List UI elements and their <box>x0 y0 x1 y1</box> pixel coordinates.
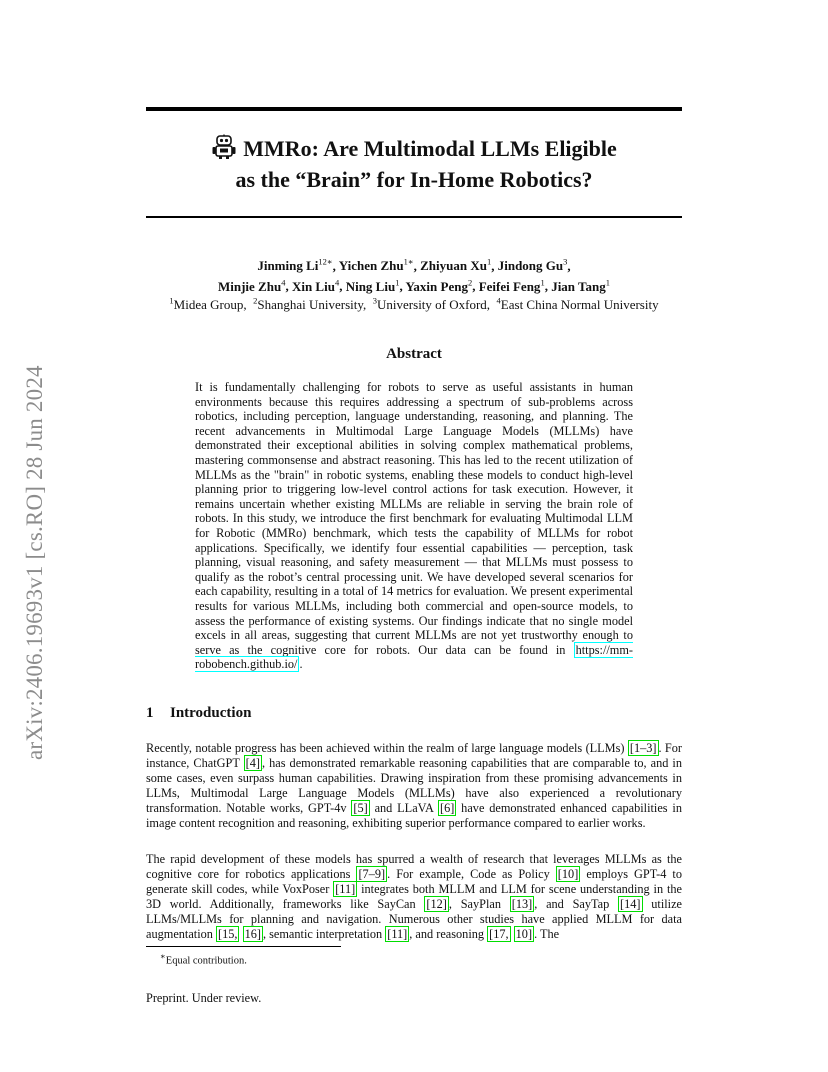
paragraph-text: . For instance, ChatGPT <box>146 741 683 770</box>
footnote-rule <box>146 946 341 947</box>
paragraph-text: have demonstrated enhanced capabilities in image content recognition and reasoning, exhibiting superior performance compared to earlier works. <box>146 801 682 830</box>
paragraph-text: , and reasoning <box>409 927 488 941</box>
citation-link[interactable]: [17, <box>489 927 509 941</box>
citation-link[interactable]: [11] <box>335 882 356 896</box>
title-rule-top <box>146 107 682 111</box>
paragraph-text: . The <box>534 927 560 941</box>
affiliation: $^4$East China Normal University <box>496 296 659 313</box>
title-line-1: MMRo: Are Multimodal LLMs Eligible <box>243 136 617 161</box>
section-heading-introduction <box>146 705 251 722</box>
footnote-text: Equal contribution. <box>165 955 247 967</box>
affiliation: $^2$Shanghai University, <box>253 296 367 313</box>
paragraph-text: , semantic interpretation <box>262 927 386 941</box>
abstract-heading: Abstract <box>386 346 442 362</box>
paragraph-text: Recently, notable progress has been achieved within the realm of large language models (LLMs) <box>146 741 628 755</box>
intro-paragraph-2 <box>146 852 682 942</box>
author: Ning Liu$^1$ <box>345 277 400 294</box>
paragraph-text: , SayPlan <box>448 897 510 911</box>
title-rule-bottom <box>146 216 682 218</box>
robot-icon <box>211 134 237 166</box>
abstract-body: It is fundamentally challenging for robots to serve as useful assistants in human environments because this requires addressing a spectrum of sub-problems across robotics, including perception, language understanding, reasoning, and planning. The recent advancements in Multimodal Large Language Models (MLLMs) have demonstrated their exceptional abilities in solving complex mathematical problems, mastering commonsense and abstract reasoning. This has led to the recent utilization of MLLMs as the "brain" in robotic systems, enabling these models to conduct high-level planning prior to triggering low-level control actions for task execution. However, it remains uncertain whether existing MLLMs are reliable in serving the brain role of robots. In this study, we introduce the first benchmark for evaluating Multimodal LLM for Robotic (MMRo) benchmark, which tests the capability of MLLMs for robot applications. Specifically, we identify four essential capabilities — perception, task planning, visual reasoning, and safety measurement — that MLLMs must possess to qualify as the robot’s central processing unit. We have developed several scenarios for each capability, resulting in a total of 14 metrics for evaluation. We present experimental results for various MLLMs, including both commercial and open-source models, to assess the performance of existing systems. Our findings indicate that no single model excels in all areas, suggesting that current MLLMs are not yet trustworthy enough to serve as the cognitive core for robots. Our data can be found in https://mm-robobench.github.io/ . <box>195 380 633 672</box>
paragraph-text: integrates both MLLM and LLM for scene understanding in the 3D world. Additionally, frameworks like SayCan <box>146 882 682 911</box>
citation-link[interactable]: [5] <box>353 801 368 815</box>
author: Xin Liu$^4$ <box>291 277 340 294</box>
citation-link[interactable]: [12] <box>426 897 447 911</box>
footnote-mark: ∗ <box>160 951 166 961</box>
affiliation-list <box>146 293 682 313</box>
citation-link[interactable]: [1–3] <box>629 741 657 755</box>
author: Yichen Zhu$^{1∗}$ <box>338 257 414 274</box>
arxiv-side-stamp: arXiv:2406.19693v1 [cs.RO] 28 Jun 2024 <box>22 365 47 760</box>
citation-link[interactable]: 16] <box>244 927 261 941</box>
affiliation: $^1$Midea Group, <box>169 296 247 313</box>
author-list: Jinming $Li^{12∗}$, Yichen Zhu$^{1∗}$, Zhiyuan Xu$^1$, Jindong Gu$^3$, Minjie Zhu$^4$, Xin Liu$^4$, Ning Liu$^1$, Yaxin Peng$^2$, Feifei Feng$^1$, Jian Tang$^1$ <box>217 257 611 294</box>
author: Minjie Zhu$^4$ <box>217 277 286 294</box>
citation-link[interactable]: [15, <box>218 927 238 941</box>
citation-link[interactable]: [13] <box>511 897 533 911</box>
author: Feifei Feng$^1$ <box>478 277 545 294</box>
title-line-2: as the “Brain” for In-Home Robotics? <box>235 167 593 192</box>
citation-link[interactable]: [11] <box>387 927 408 941</box>
paper-title <box>146 134 682 193</box>
paragraph-text: , has demonstrated remarkable reasoning capabilities that are comparable to, and in some cases, even surpass human capabilities. Drawing inspiration from these promising advancements in LLMs, Multimodal Large Language Models (MLLMs) have also experienced a revolutionary transformation. Notable works, GPT-4v <box>146 756 682 815</box>
section-title: Introduction <box>170 705 252 721</box>
paragraph-text: and LLaVA <box>369 801 438 815</box>
abstract-text: It is fundamentally challenging for robots to serve as useful assistants in human environments because this requires addressing a spectrum of sub-problems across robotics, including perception, language understanding, reasoning, and planning. The recent advancements in Multimodal Large Language Models (MLLMs) have demonstrated their exceptional abilities in solving complex mathematical problems, mastering commonsense and abstract reasoning. This has led to the recent utilization of MLLMs as the "brain" in robotic systems, enabling these models to conduct high-level planning prior to triggering low-level control actions for task execution. However, it remains uncertain whether existing MLLMs are reliable in serving the brain role of robots. In this study, we introduce the first benchmark for evaluating Multimodal LLM for Robotic (MMRo) benchmark, which tests the capability of MLLMs for robot applications. Specifically, we identify four essential capabilities — perception, task planning, visual reasoning, and safety measurement — that MLLMs must possess to qualify as the robot’s central processing unit. We have developed several scenarios for each capability, resulting in a total of 14 metrics for evaluation. We present experimental results for various MLLMs, including both commercial and open-source models, to assess the performance of existing systems. Our findings indicate that no single model excels in all areas, suggesting that current MLLMs are not yet trustworthy enough to serve as the cognitive core for robots. Our data can be found in <box>195 380 633 657</box>
author: Jian Tang$^1$ <box>551 277 611 294</box>
title-block <box>146 134 682 193</box>
author: Jindong Gu$^3$ <box>497 257 568 274</box>
citation-link[interactable]: 10] <box>515 927 533 941</box>
paragraph-text: The rapid development of these models has spurred a wealth of research that leverages MLLMs as the cognitive core for robotics applications <box>146 852 682 881</box>
citation-link[interactable]: [10] <box>557 867 579 881</box>
affiliation: $^3$University of Oxford, <box>372 296 491 313</box>
citation-link[interactable]: [14] <box>620 897 641 911</box>
preprint-note: Preprint. Under review. <box>146 991 262 1005</box>
paragraph-text: , and SayTap <box>534 897 619 911</box>
section-number: 1 <box>146 705 154 721</box>
author: Zhiyuan Xu$^1$ <box>420 257 492 274</box>
footnote <box>160 951 247 967</box>
citation-link[interactable]: [7–9] <box>358 867 386 881</box>
paragraph-text: employs GPT-4 to generate skill codes, while VoxPoser <box>146 867 682 896</box>
paragraph-text: utilize LLMs/MLLMs for planning and navigation. Numerous other studies have applied MLLM for data augmentation <box>146 897 682 941</box>
author: Jinming $Li^{12∗}$ <box>257 257 333 274</box>
paragraph-text: . For example, Code as Policy <box>387 867 556 881</box>
intro-paragraph-1 <box>146 741 682 831</box>
project-link[interactable]: https://mm-robobench.github.io/ <box>195 642 633 672</box>
citation-link[interactable]: [6] <box>440 801 455 815</box>
citation-link[interactable]: [4] <box>245 756 261 770</box>
author: Yaxin Peng$^2$ <box>405 277 473 294</box>
